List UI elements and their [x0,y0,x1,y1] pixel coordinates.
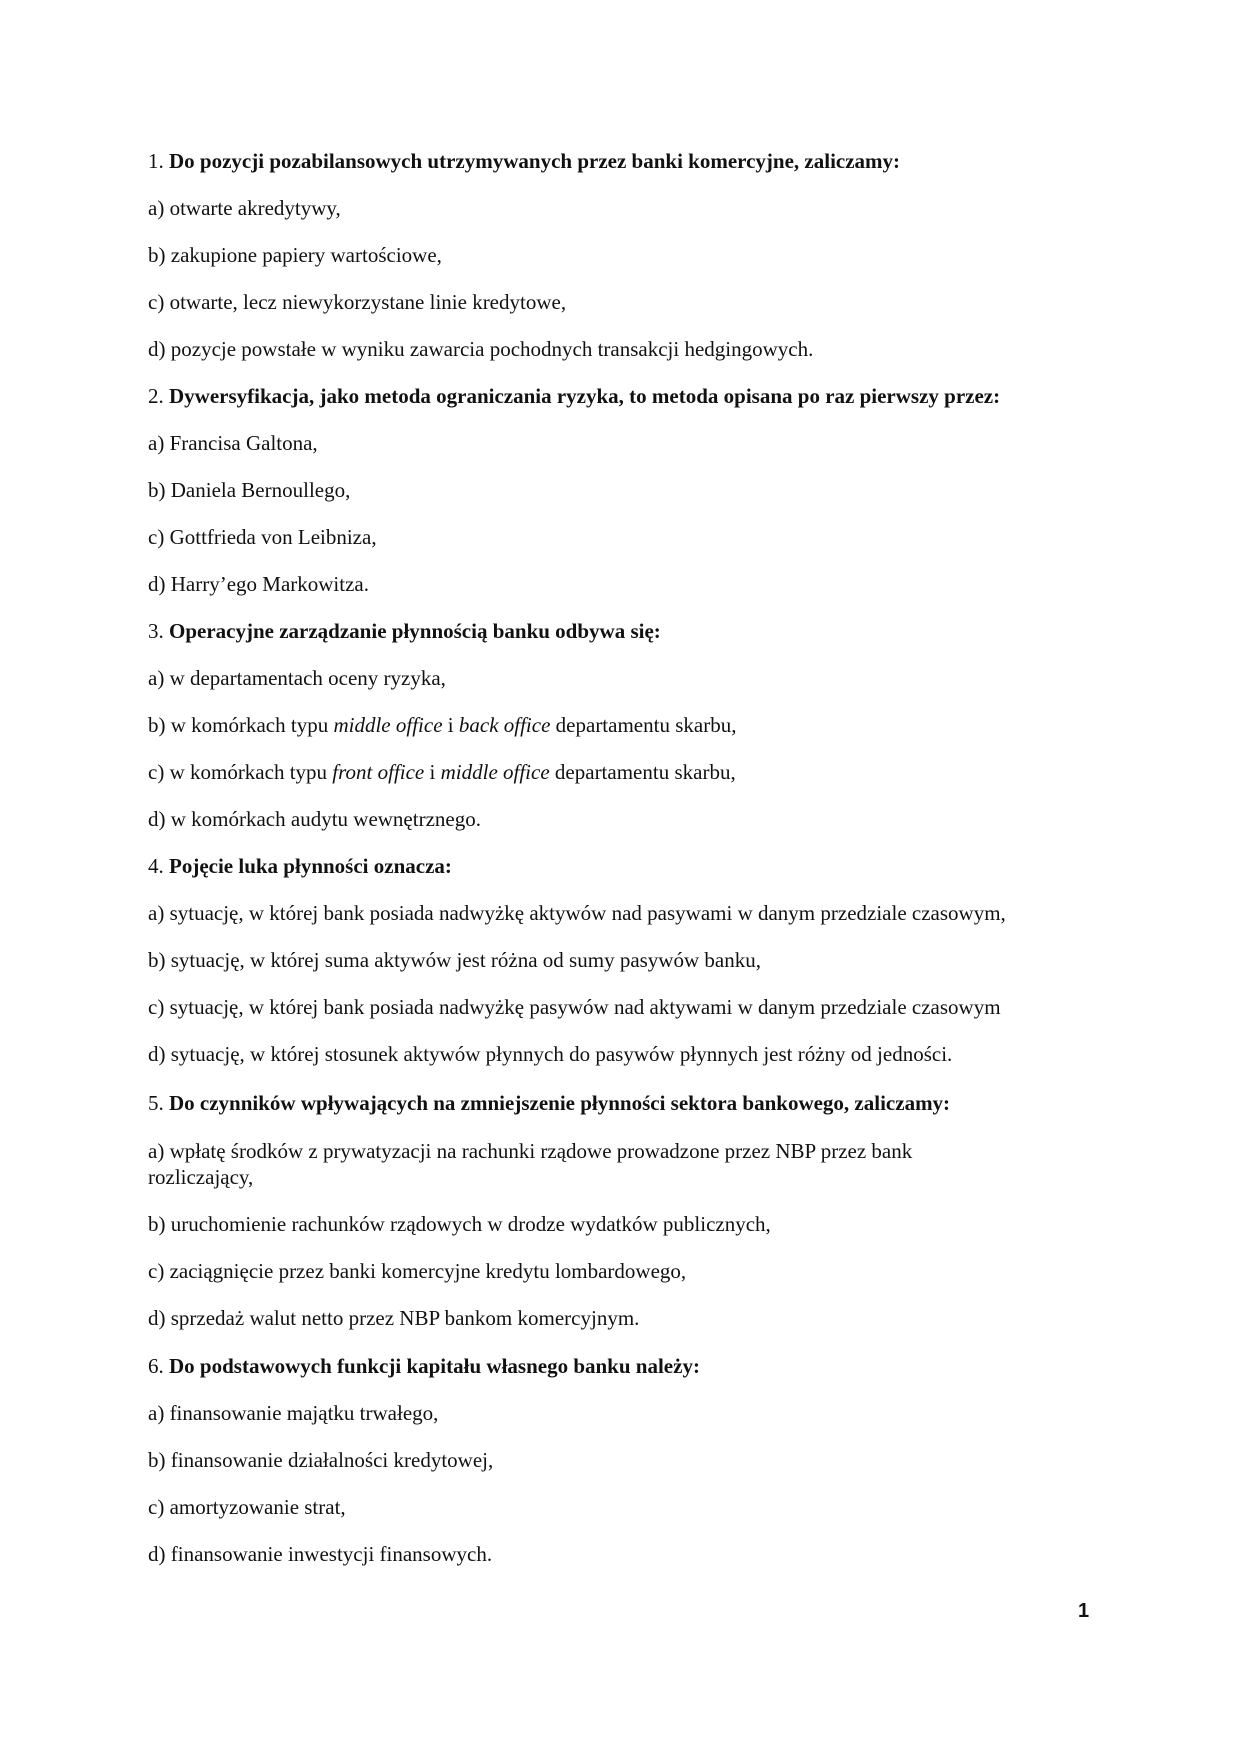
option-italic-term: back office [458,713,551,737]
question-number: 6. [148,1354,164,1378]
answer-option [148,759,1088,785]
answer-option: a) Francisa Galtona, [148,431,318,455]
answer-option [148,712,1088,738]
answer-option: c) Gottfrieda von Leibniza, [148,525,377,549]
question-text: Dywersyfikacja, jako metoda ograniczania ryzyka, to metoda opisana po raz pierwszy przez: [169,384,1001,408]
question-number: 5. [148,1091,164,1115]
option-text: i [442,713,459,737]
option-italic-term: middle office [333,713,443,737]
question-6 [148,1353,1088,1379]
option-text: departamentu skarbu, [550,713,737,737]
question-number: 4. [148,854,164,878]
question-number: 3. [148,619,164,643]
answer-option: d) pozycje powstałe w wyniku zawarcia pochodnych transakcji hedgingowych. [148,337,814,361]
answer-option: d) w komórkach audytu wewnętrznego. [148,807,481,831]
answer-option: c) otwarte, lecz niewykorzystane linie kredytowe, [148,290,567,314]
option-text: b) w komórkach typu [148,713,334,737]
answer-option: a) otwarte akredytywy, [148,196,341,220]
question-5 [148,1090,1088,1116]
answer-option: c) sytuację, w której bank posiada nadwyżkę pasywów nad aktywami w danym przedziale czasowym [148,995,1001,1019]
question-text: Do pozycji pozabilansowych utrzymywanych przez banki komercyjne, zaliczamy: [169,149,901,173]
question-2 [148,383,1088,409]
answer-option: c) amortyzowanie strat, [148,1495,346,1519]
question-1 [148,148,1088,174]
option-italic-term: middle office [440,760,550,784]
question-4 [148,853,1088,879]
question-text: Operacyjne zarządzanie płynnością banku odbywa się: [169,619,661,643]
question-text: Do czynników wpływających na zmniejszenie płynności sektora bankowego, zaliczamy: [169,1091,951,1115]
answer-option: b) sytuację, w której suma aktywów jest różna od sumy pasywów banku, [148,948,761,972]
option-text: i [424,760,441,784]
answer-option: a) w departamentach oceny ryzyka, [148,666,446,690]
option-italic-term: front office [332,760,425,784]
answer-option: d) Harry’ego Markowitza. [148,572,369,596]
answer-option: b) zakupione papiery wartościowe, [148,243,442,267]
question-3 [148,618,1088,644]
question-number: 1. [148,149,164,173]
answer-option: d) finansowanie inwestycji finansowych. [148,1542,493,1566]
answer-option: a) finansowanie majątku trwałego, [148,1401,439,1425]
question-number: 2. [148,384,164,408]
question-text: Pojęcie luka płynności oznacza: [169,854,452,878]
answer-option: b) finansowanie działalności kredytowej, [148,1448,494,1472]
answer-option: a) sytuację, w której bank posiada nadwyżkę aktywów nad pasywami w danym przedziale czasowym, [148,901,1006,925]
answer-option: d) sprzedaż walut netto przez NBP bankom komercyjnym. [148,1306,640,1330]
question-text: Do podstawowych funkcji kapitału własnego banku należy: [169,1354,700,1378]
answer-option: d) sytuację, w której stosunek aktywów płynnych do pasywów płynnych jest różny od jedności. [148,1042,953,1066]
answer-option: c) zaciągnięcie przez banki komercyjne kredytu lombardowego, [148,1259,687,1283]
answer-option: a) wpłatę środków z prywatyzacji na rachunki rządowe prowadzone przez NBP przez bank rozliczający, [148,1139,913,1189]
page-number: 1 [1078,1600,1090,1622]
option-text: c) w komórkach typu [148,760,333,784]
answer-option: b) uruchomienie rachunków rządowych w drodze wydatków publicznych, [148,1212,771,1236]
option-text: departamentu skarbu, [549,760,736,784]
answer-option: b) Daniela Bernoullego, [148,478,351,502]
